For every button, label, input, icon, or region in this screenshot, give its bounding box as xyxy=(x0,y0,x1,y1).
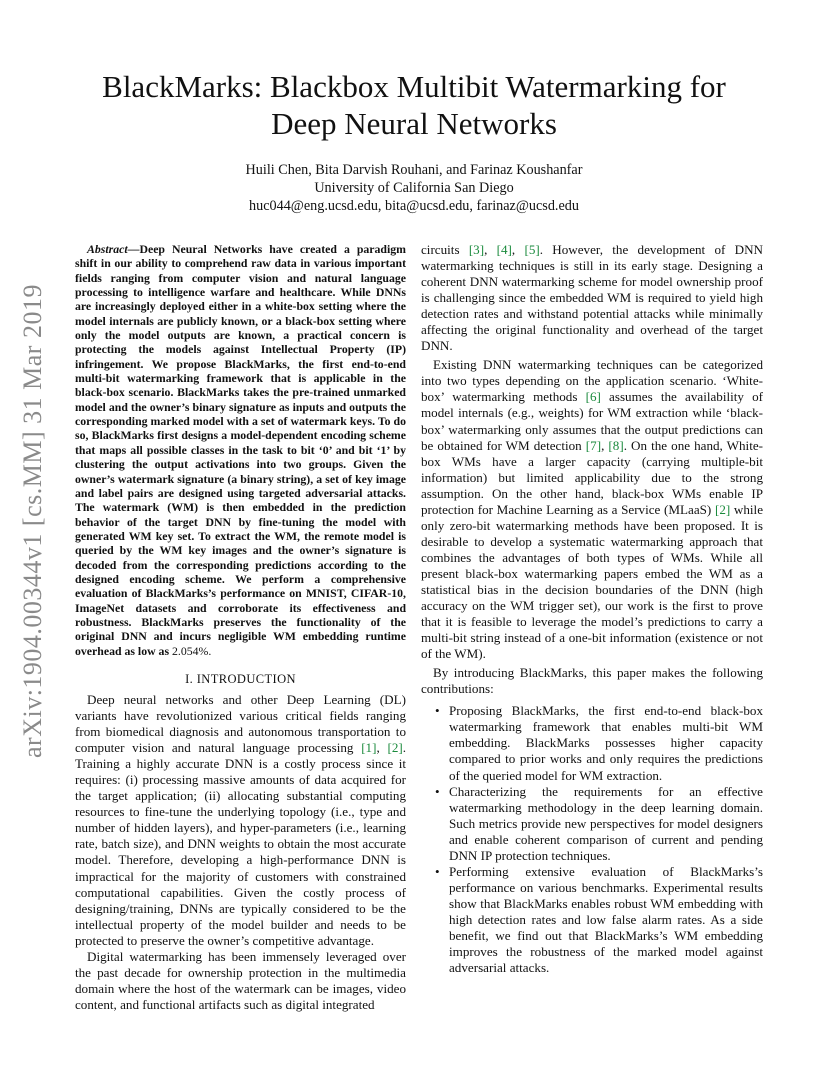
intro-paragraph-3 xyxy=(421,357,763,662)
text-run: assumes the availability of model internals (e.g., weights) for WM extraction while ‘black-box’ watermarking only assumes that the output predictions can be obtained for WM detection xyxy=(421,389,763,453)
section-heading-introduction xyxy=(75,671,406,687)
author-emails: huc044@eng.ucsd.edu, bita@ucsd.edu, farinaz@ucsd.edu xyxy=(249,198,579,214)
text-run: , xyxy=(601,437,609,453)
section-title-rest: NTRODUCTION xyxy=(201,671,296,686)
abstract-label: Abstract xyxy=(87,242,128,256)
list-item-text: Characterizing the requirements for an effective watermarking methodology in the deep learning domain. Such metrics provide new perspectives for model designers and enable coherent comparison of current and pending DNN IP protection techniques. xyxy=(449,783,763,863)
list-item-text: Performing extensive evaluation of BlackMarks’s performance on various benchmarks. Experimental results show that BlackMarks enables robust WM embedding with high detection rates and low false alarm rates. As a side benefit, we find out that BlackMarks’s WM embedding improves the robustness of the marked model against adversarial attacks. xyxy=(449,863,763,976)
author-names: Huili Chen, Bita Darvish Rouhani, and Farinaz Koushanfar xyxy=(245,162,583,178)
citation-link[interactable]: [6] xyxy=(585,389,601,405)
citation-link[interactable]: [7] xyxy=(585,437,602,453)
text-run: circuits xyxy=(421,242,469,257)
bullet-icon: • xyxy=(435,863,440,879)
title-line-1: BlackMarks: Blackbox Multibit Watermarking for xyxy=(102,69,726,104)
citation-link[interactable]: [8] xyxy=(608,437,624,453)
text-run: . On the one hand, White-box WMs have a larger capacity (carrying multiple-bit information) but limited applicability due to the strong assumption. On the other hand, black-box WMs enable IP protection for Machine Learning as a Service (MLaaS) xyxy=(421,437,764,517)
list-item xyxy=(435,783,763,864)
list-item xyxy=(435,703,763,783)
intro-paragraph-4: By introducing BlackMarks, this paper makes the following contributions: xyxy=(421,665,763,697)
abstract-text: —Deep Neural Networks have created a paradigm shift in our ability to comprehend raw data in various important fields ranging from computer vision and natural language processing to intelligence warfare and healthcare. While DNNs are increasingly deployed either in a white-box setting where the model internals are publicly known, or a black-box setting where only the model outputs are known, a practical concern is protecting the models against Intellectual Property (IP) infringement. We propose BlackMarks, the first end-to-end multi-bit watermarking framework that is applicable in the black-box scenario. BlackMarks takes the pre-trained unmarked model and the owner’s binary signature as inputs and outputs the corresponding marked model with a set of watermark keys. To do so, BlackMarks first designs a model-dependent encoding scheme that maps all possible classes in the task to bit ‘0’ and bit ‘1’ by clustering the output activations into two groups. Given the owner’s watermark signature (a binary string), a set of key image and label pairs are designed using targeted adversarial attacks. The watermark (WM) is then embedded in the prediction behavior of the target DNN by fine-tuning the model with generated WM key set. To extract the WM, the remote model is queried by the WM key images and the owner’s signature is decoded from the corresponding predictions according to the designed encoding scheme. We perform a comprehensive evaluation of BlackMarks’s performance on MNIST, CIFAR-10, ImageNet datasets and corroborate its effectiveness and robustness. BlackMarks preserves the functionality of the original DNN and incurs negligible WM embedding runtime overhead as low as xyxy=(75,242,406,658)
text-run: Existing DNN watermarking techniques can be categorized into two types depending on the application scenario. ‘White-box’ watermarking methods xyxy=(421,357,763,405)
text-run: Deep neural networks and other Deep Learning (DL) variants have revolutionized various critical fields ranging from biomedical diagnosis and autonomous transportation to computer vision and natural language processing xyxy=(75,692,406,756)
contribution-list xyxy=(421,703,763,976)
left-column xyxy=(75,242,406,1013)
citation-link[interactable]: [4] xyxy=(496,242,512,257)
citation-link[interactable]: [2] xyxy=(387,740,403,756)
citation-link[interactable]: [3] xyxy=(468,242,485,257)
text-run: , xyxy=(484,242,497,257)
right-column xyxy=(421,242,763,976)
intro-paragraph-1 xyxy=(75,692,406,949)
list-item-text: Proposing BlackMarks, the first end-to-end black-box watermarking framework that enables multi-bit WM embedding. BlackMarks possesses higher capacity compared to prior works and only requires the predictions of the queried model for WM extraction. xyxy=(449,703,763,783)
citation-link[interactable]: [1] xyxy=(361,740,377,756)
list-item xyxy=(435,863,763,976)
arxiv-stamp: arXiv:1904.00344v1 [cs.MM] 31 Mar 2019 xyxy=(18,284,47,758)
bullet-icon: • xyxy=(435,783,440,799)
author-affiliation: University of California San Diego xyxy=(314,180,514,196)
text-run: while only zero-bit watermarking methods have been proposed. It is desirable to develop a systematic watermarking approach that combines the advantages of both types of WMs. While all present black-box watermarking papers embed the WM as a statistical bias in the decision boundaries of the DNN (high accuracy on the WM trigger set), our work is the first to prove that it is feasible to leverage the model’s predictions to carry a multi-bit string instead of a one-bit information (existence or not of the WM). xyxy=(421,501,764,662)
bullet-icon: • xyxy=(435,703,440,719)
paper-title xyxy=(60,68,768,142)
text-run: , xyxy=(511,242,525,257)
text-run: , xyxy=(376,740,388,756)
citation-link[interactable]: [5] xyxy=(524,242,540,257)
abstract xyxy=(75,242,406,658)
intro-paragraph-2-cont xyxy=(421,242,763,354)
abstract-value: 2.054%. xyxy=(172,643,212,658)
citation-link[interactable]: [2] xyxy=(714,501,731,517)
author-block xyxy=(60,161,768,215)
text-run: . Training a highly accurate DNN is a costly process since it requires: (i) processing massive amounts of data acquired for the target application; (ii) allocating substantial computing resources to fine-tune the underlying topology (i.e., type and number of hidden layers), and hyper-parameters (i.e., learning rate, batch size), and DNN weights to obtain the most accurate model. Therefore, developing a high-performance DNN is impractical for the majority of customers with constrained computational capabilities. Given the costly process of designing/training, DNNs are typically considered to be the intellectual property of the model builder and needs to be protected to preserve the owner’s competitive advantage. xyxy=(75,740,407,948)
section-title-first: I xyxy=(196,671,202,686)
title-line-2: Deep Neural Networks xyxy=(271,106,557,141)
section-number: I. xyxy=(185,671,194,686)
intro-paragraph-2: Digital watermarking has been immensely leveraged over the past decade for ownership protection in the multimedia domain where the host of the watermark can be images, video content, and functional artifacts such as digital integrated xyxy=(75,948,406,1012)
text-run: . However, the development of DNN watermarking techniques is still in its early stage. Designing a coherent DNN watermarking scheme for model ownership proof is challenging since the embedded WM is required to yield high detection rates and withstand potential attacks while minimally affecting the original functionality and overhead of the target DNN. xyxy=(421,242,764,354)
